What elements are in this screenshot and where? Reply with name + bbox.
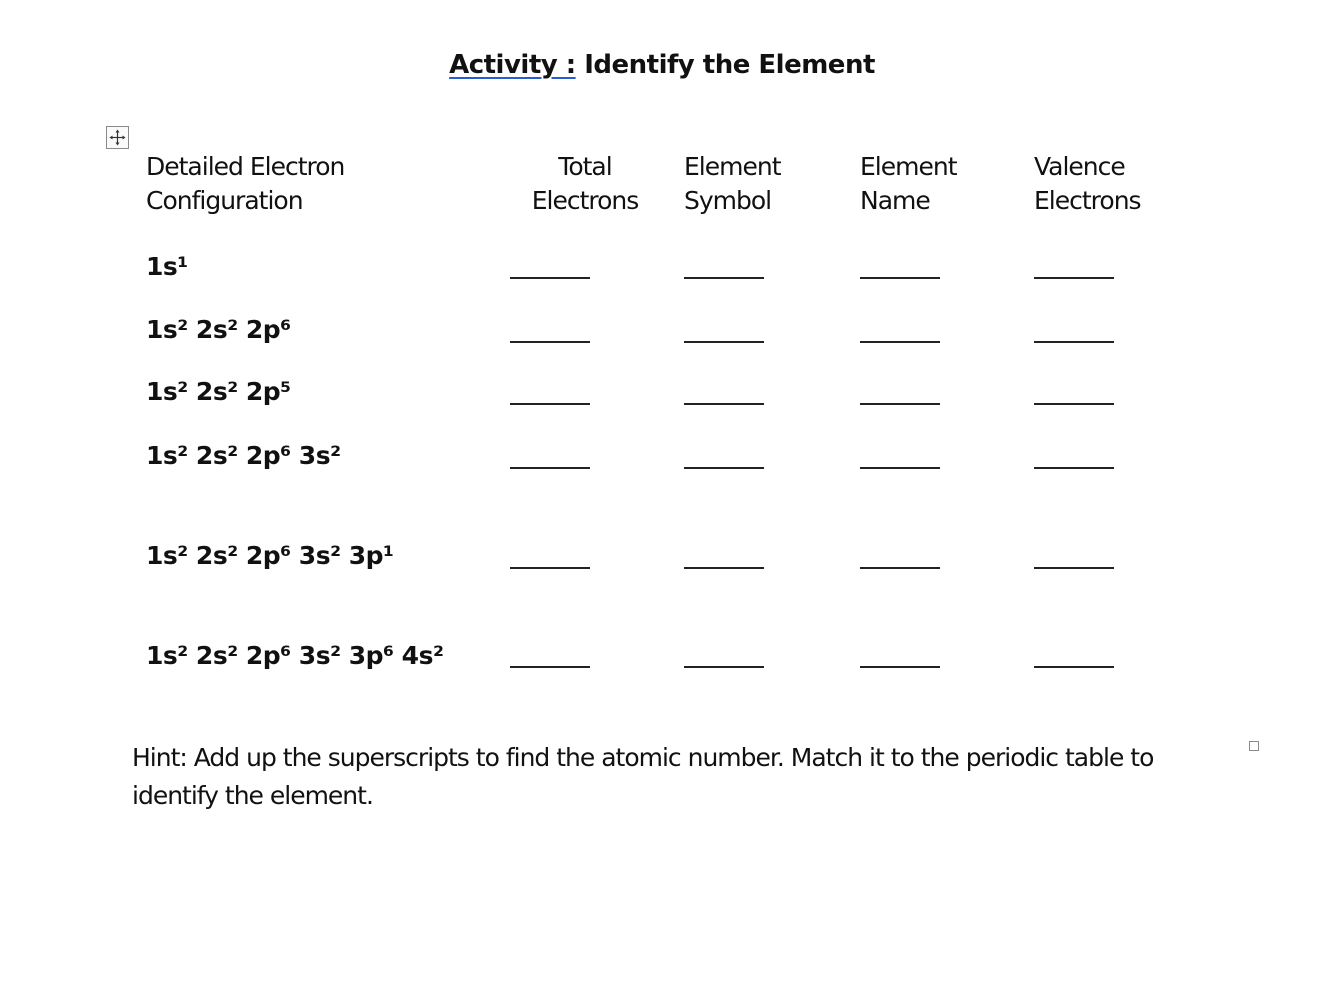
header-valence-line2: Electrons: [1034, 186, 1141, 215]
total-electrons-blank[interactable]: [510, 567, 590, 569]
header-configuration-line2: Configuration: [146, 186, 303, 215]
header-valence-electrons: [1034, 150, 1141, 218]
title-text: Identify the Element: [575, 50, 875, 80]
configuration-cell: 1s¹: [146, 252, 188, 281]
element-symbol-blank[interactable]: [684, 467, 764, 469]
configuration-cell: 1s² 2s² 2p⁶ 3s² 3p⁶ 4s²: [146, 641, 444, 670]
header-total-line1: Total: [558, 152, 612, 181]
header-name-line2: Name: [860, 186, 930, 215]
element-name-blank[interactable]: [860, 467, 940, 469]
table-move-handle[interactable]: [106, 126, 129, 149]
header-configuration: [146, 150, 344, 218]
header-total-line2: Electrons: [531, 186, 639, 215]
configuration-cell: 1s² 2s² 2p⁵: [146, 377, 291, 406]
configuration-cell: 1s² 2s² 2p⁶ 3s² 3p¹: [146, 541, 394, 570]
document-title: [0, 50, 1324, 80]
header-element-symbol: [684, 150, 781, 218]
header-valence-line1: Valence: [1034, 152, 1125, 181]
move-arrows-icon: [107, 127, 128, 148]
hint-paragraph: Hint: Add up the superscripts to find the atomic number. Match it to the periodic table to identify the element.: [132, 743, 1154, 810]
valence-electrons-blank[interactable]: [1034, 666, 1114, 668]
anchor-box-icon[interactable]: [1249, 741, 1259, 751]
element-name-blank[interactable]: [860, 341, 940, 343]
valence-electrons-blank[interactable]: [1034, 467, 1114, 469]
element-name-blank[interactable]: [860, 567, 940, 569]
header-symbol-line1: Element: [684, 152, 781, 181]
valence-electrons-blank[interactable]: [1034, 567, 1114, 569]
element-name-blank[interactable]: [860, 403, 940, 405]
element-symbol-blank[interactable]: [684, 341, 764, 343]
element-symbol-blank[interactable]: [684, 277, 764, 279]
element-symbol-blank[interactable]: [684, 666, 764, 668]
valence-electrons-blank[interactable]: [1034, 403, 1114, 405]
header-name-line1: Element: [860, 152, 957, 181]
header-configuration-line1: Detailed Electron: [146, 152, 345, 181]
element-name-blank[interactable]: [860, 277, 940, 279]
valence-electrons-blank[interactable]: [1034, 277, 1114, 279]
configuration-cell: 1s² 2s² 2p⁶ 3s²: [146, 441, 341, 470]
header-element-name: [860, 150, 957, 218]
configuration-cell: 1s² 2s² 2p⁶: [146, 315, 291, 344]
element-symbol-blank[interactable]: [684, 567, 764, 569]
header-symbol-line2: Symbol: [684, 186, 772, 215]
total-electrons-blank[interactable]: [510, 341, 590, 343]
element-symbol-blank[interactable]: [684, 403, 764, 405]
total-electrons-blank[interactable]: [510, 467, 590, 469]
header-total-electrons: [526, 150, 644, 218]
total-electrons-blank[interactable]: [510, 403, 590, 405]
total-electrons-blank[interactable]: [510, 277, 590, 279]
element-name-blank[interactable]: [860, 666, 940, 668]
valence-electrons-blank[interactable]: [1034, 341, 1114, 343]
title-activity-label: Activity :: [449, 50, 576, 80]
total-electrons-blank[interactable]: [510, 666, 590, 668]
